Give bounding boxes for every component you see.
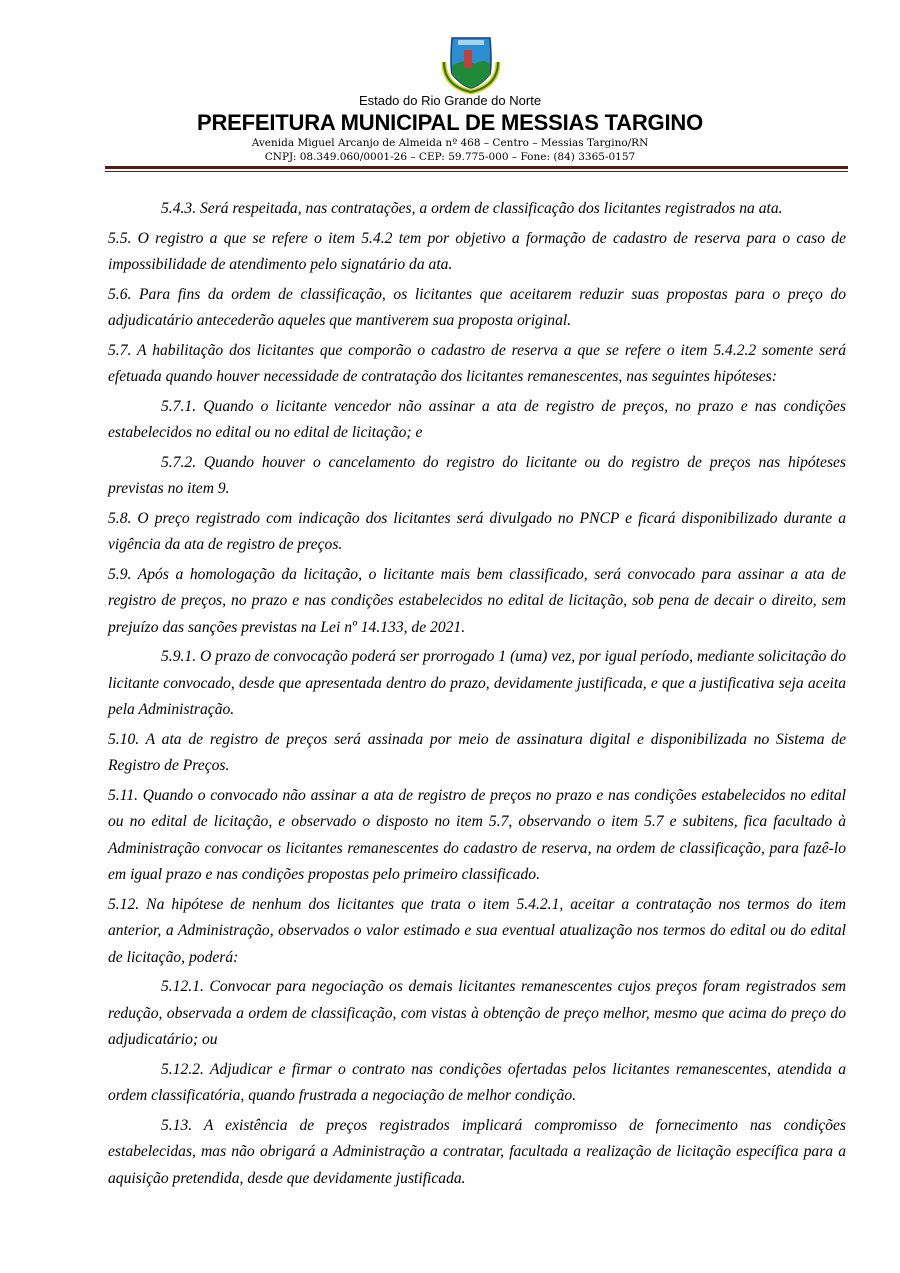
municipal-coat-of-arms-logo <box>440 34 502 96</box>
clause-paragraph: 5.10. A ata de registro de preços será assinada por meio de assinatura digital e disponibilizada no Sistema de Registro de Preços. <box>108 730 846 774</box>
municipality-title: PREFEITURA MUNICIPAL DE MESSIAS TARGINO <box>197 110 703 135</box>
contact-line: CNPJ: 08.349.060/0001-26 – CEP: 59.775-000 – Fone: (84) 3365-0157 <box>264 151 636 163</box>
clause-paragraph: 5.12. Na hipótese de nenhum dos licitantes que trata o item 5.4.2.1, aceitar a contratação nos termos do item anterior, a Administração, observados o valor estimado e sua eventual atualização nos termos do edital ou do edital de licitação, poderá: <box>108 895 846 966</box>
address-line: Avenida Miguel Arcanjo de Almeida nº 468 – Centro – Messias Targino/RN <box>251 137 649 149</box>
clause-paragraph: 5.7. A habilitação dos licitantes que comporão o cadastro de reserva a que se refere o item 5.4.2.2 somente será efetuada quando houver necessidade de contratação dos licitantes remanescentes, nas seguintes hipóteses: <box>108 341 846 385</box>
clause-paragraph: 5.12.2. Adjudicar e firmar o contrato nas condições ofertadas pelos licitantes remanescentes, atendida a ordem classificatória, quando frustrada a negociação de melhor condição. <box>108 1060 846 1104</box>
clause-paragraph: 5.13. A existência de preços registrados implicará compromisso de fornecimento nas condições estabelecidas, mas não obrigará a Administração a contratar, facultada a realização de licitação específica para a aquisição pretendida, desde que devidamente justificada. <box>108 1116 846 1187</box>
header-divider-thin <box>105 171 848 172</box>
document-body <box>108 196 846 1195</box>
clause-paragraph: 5.9. Após a homologação da licitação, o licitante mais bem classificado, será convocado para assinar a ata de registro de preços, no prazo e nas condições estabelecidos no edital de licitação, sob pena de decair o direito, sem prejuízo das sanções previstas na Lei nº 14.133, de 2021. <box>108 565 846 636</box>
clause-paragraph: 5.11. Quando o convocado não assinar a ata de registro de preços no prazo e nas condições estabelecidos no edital ou no edital de licitação, e observado o disposto no item 5.7, observando o item 5.7 e subitens, fica facultado à Administração convocar os licitantes remanescentes do cadastro de reserva, na ordem de classificação, para fazê-lo em igual prazo e nas condições propostas pelo primeiro classificado. <box>108 786 846 883</box>
clause-paragraph: 5.6. Para fins da ordem de classificação, os licitantes que aceitarem reduzir suas propostas para o preço do adjudicatário antecederão aqueles que mantiverem sua proposta original. <box>108 285 846 329</box>
clause-paragraph: 5.5. O registro a que se refere o item 5.4.2 tem por objetivo a formação de cadastro de reserva para o caso de impossibilidade de atendimento pelo signatário da ata. <box>108 229 846 273</box>
clause-paragraph: 5.7.2. Quando houver o cancelamento do registro do licitante ou do registro de preços nas hipóteses previstas no item 9. <box>108 453 846 497</box>
header-divider <box>105 166 848 169</box>
clause-paragraph: 5.8. O preço registrado com indicação dos licitantes será divulgado no PNCP e ficará disponibilizado durante a vigência da ata de registro de preços. <box>108 509 846 553</box>
clause-paragraph: 5.12.1. Convocar para negociação os demais licitantes remanescentes cujos preços foram registrados sem redução, observada a ordem de classificação, com vistas à obtenção de preço melhor, mesmo que acima do preço do adjudicatário; ou <box>108 978 846 1048</box>
clause-paragraph: 5.9.1. O prazo de convocação poderá ser prorrogado 1 (uma) vez, por igual período, mediante solicitação do licitante convocado, desde que apresentada dentro do prazo, devidamente justificada, e que a justificativa seja aceita pela Administração. <box>108 648 846 718</box>
state-name: Estado do Rio Grande do Norte <box>358 93 542 108</box>
clause-paragraph: 5.7.1. Quando o licitante vencedor não assinar a ata de registro de preços, no prazo e nas condições estabelecidos no edital ou no edital de licitação; e <box>108 397 846 441</box>
clause-paragraph: 5.4.3. Será respeitada, nas contratações, a ordem de classificação dos licitantes registrados na ata. <box>161 200 783 217</box>
